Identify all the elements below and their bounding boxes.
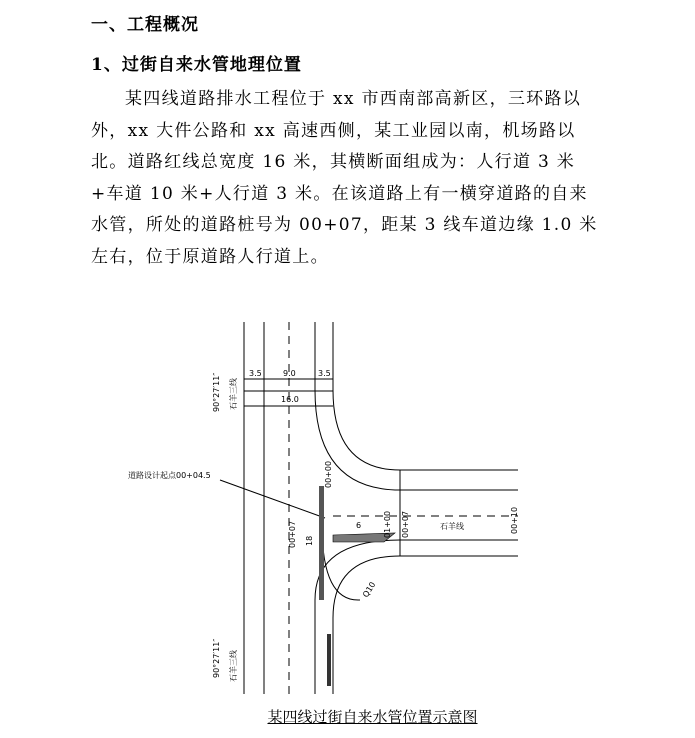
station-label-5: 00+10 [510,506,519,534]
station-label-3: 01+00 [383,510,392,538]
figure-caption: 某四线过街自来水管位置示意图 [267,708,478,726]
station-label-2: 00+07 [288,520,297,548]
pipe-marker-bottom [327,634,331,686]
width-left-label: 3.5 [249,369,262,378]
curb-return-lower-inner [315,540,518,600]
width-middle-label: 9.0 [283,369,296,378]
total-width-label: 16.0 [281,395,299,404]
width-right-label: 3.5 [318,369,331,378]
leader-line [220,480,325,518]
pipe-length-label: 18 [305,535,314,546]
subsection-heading: 1、过街自来水管地理位置 [91,55,302,75]
angle-top: 90°27′11″ [212,372,221,412]
figure-caption-wrap [0,706,695,727]
section-heading: 一、工程概况 [91,15,199,35]
start-point-label: 道路设计起点00+04.5 [128,471,211,480]
curb-return-lower-outer [333,556,518,618]
pipe-location-diagram [0,300,695,710]
branch-offset-label: 6 [356,521,362,530]
location-paragraph: 某四线道路排水工程位于 xx 市西南部高新区，三环路以外，xx 大件公路和 xx 高速西侧，某工业园以南，机场路以北。道路红线总宽度 16 米，其横断面组成为：人行道 3 米+车道 10 米+人行道 3 米。在该道路上有一横穿道路的自来水管，所处的道路桩号为 00+07，距某 3 线车道边缘 1.0 米左右，位于原道路人行道上。 [91,89,598,267]
branch-road-name: 石羊线 [440,522,464,531]
station-label-4: 00+07 [401,510,410,538]
pipe-marker-top [319,486,324,600]
curb-return-inner [315,390,518,490]
station-label-1: 00+00 [324,460,333,488]
road-name-bottom: 石羊三线 [229,650,238,682]
pipe-size-label: Q10 [361,580,378,600]
curb-return-outer [333,390,518,470]
angle-bottom: 90°27′11″ [212,638,221,678]
road-name-top: 石羊三线 [229,378,238,410]
